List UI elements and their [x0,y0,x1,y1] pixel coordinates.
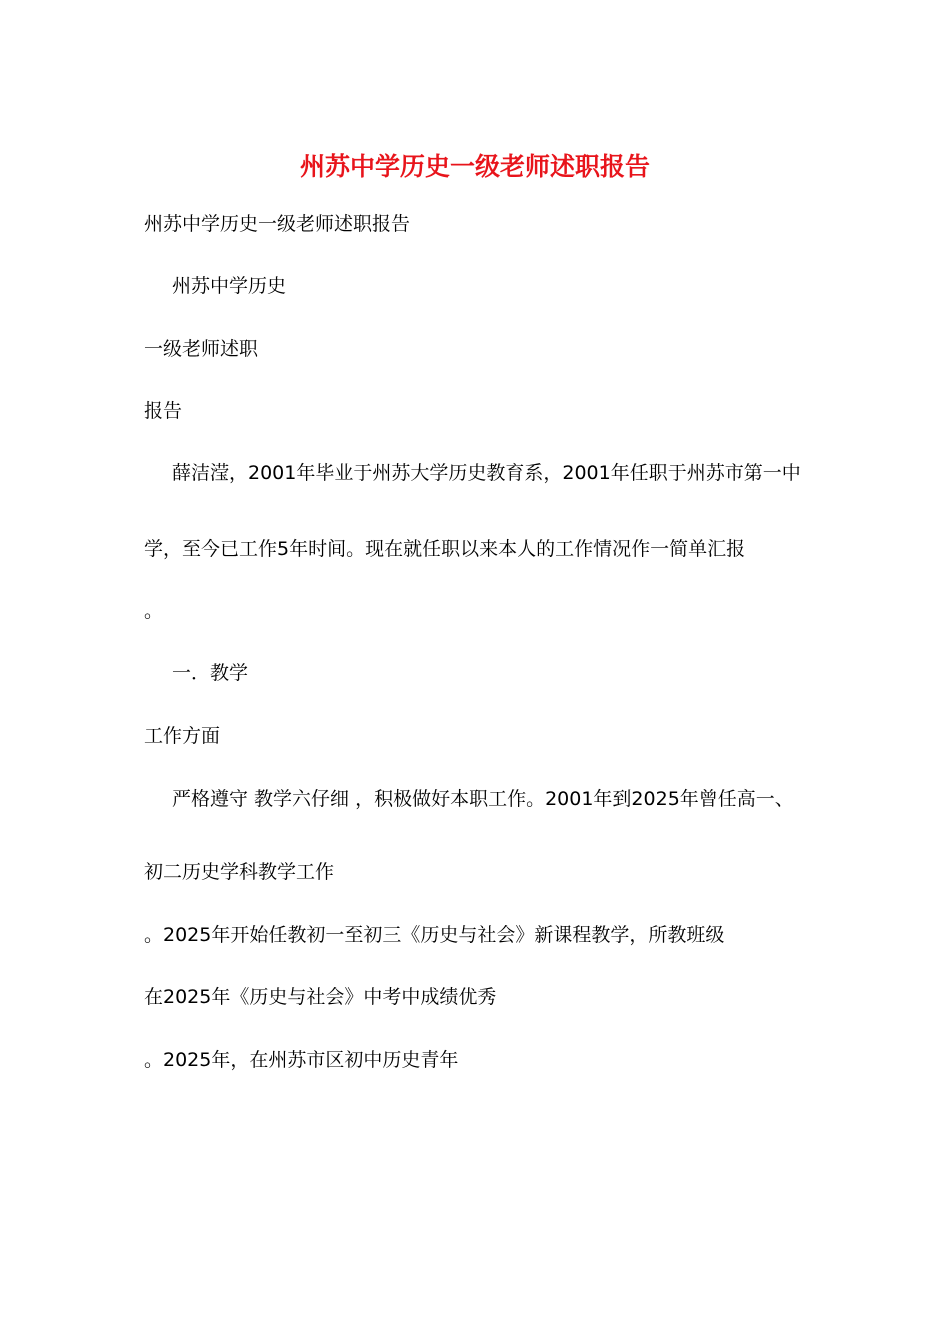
body-line: 。 [144,600,164,622]
section-heading: 一．教学 [172,662,249,684]
body-line: 初二历史学科教学工作 [144,861,335,883]
body-line: 一级老师述职 [144,338,259,360]
subtitle-line: 州苏中学历史一级老师述职报告 [144,213,411,235]
body-line: 。2025年开始任教初一至初三《历史与社会》新课程教学，所教班级 [144,924,725,946]
body-line: 在2025年《历史与社会》中考中成绩优秀 [144,986,497,1008]
body-line: 报告 [144,400,183,422]
body-line: 学，至今已工作5年时间。现在就任职以来本人的工作情况作一简单汇报 [144,538,746,560]
body-line: 。2025年，在州苏市区初中历史青年 [144,1049,459,1071]
document-title: 州苏中学历史一级老师述职报告 [299,152,650,181]
body-line: 薛洁滢，2001年毕业于州苏大学历史教育系，2001年任职于州苏市第一中 [172,462,801,484]
body-line: 州苏中学历史 [172,275,287,297]
section-heading: 工作方面 [144,725,221,747]
body-line: 严格遵守 教学六仔细 ，积极做好本职工作。2001年到2025年曾任高一、 [172,788,794,810]
